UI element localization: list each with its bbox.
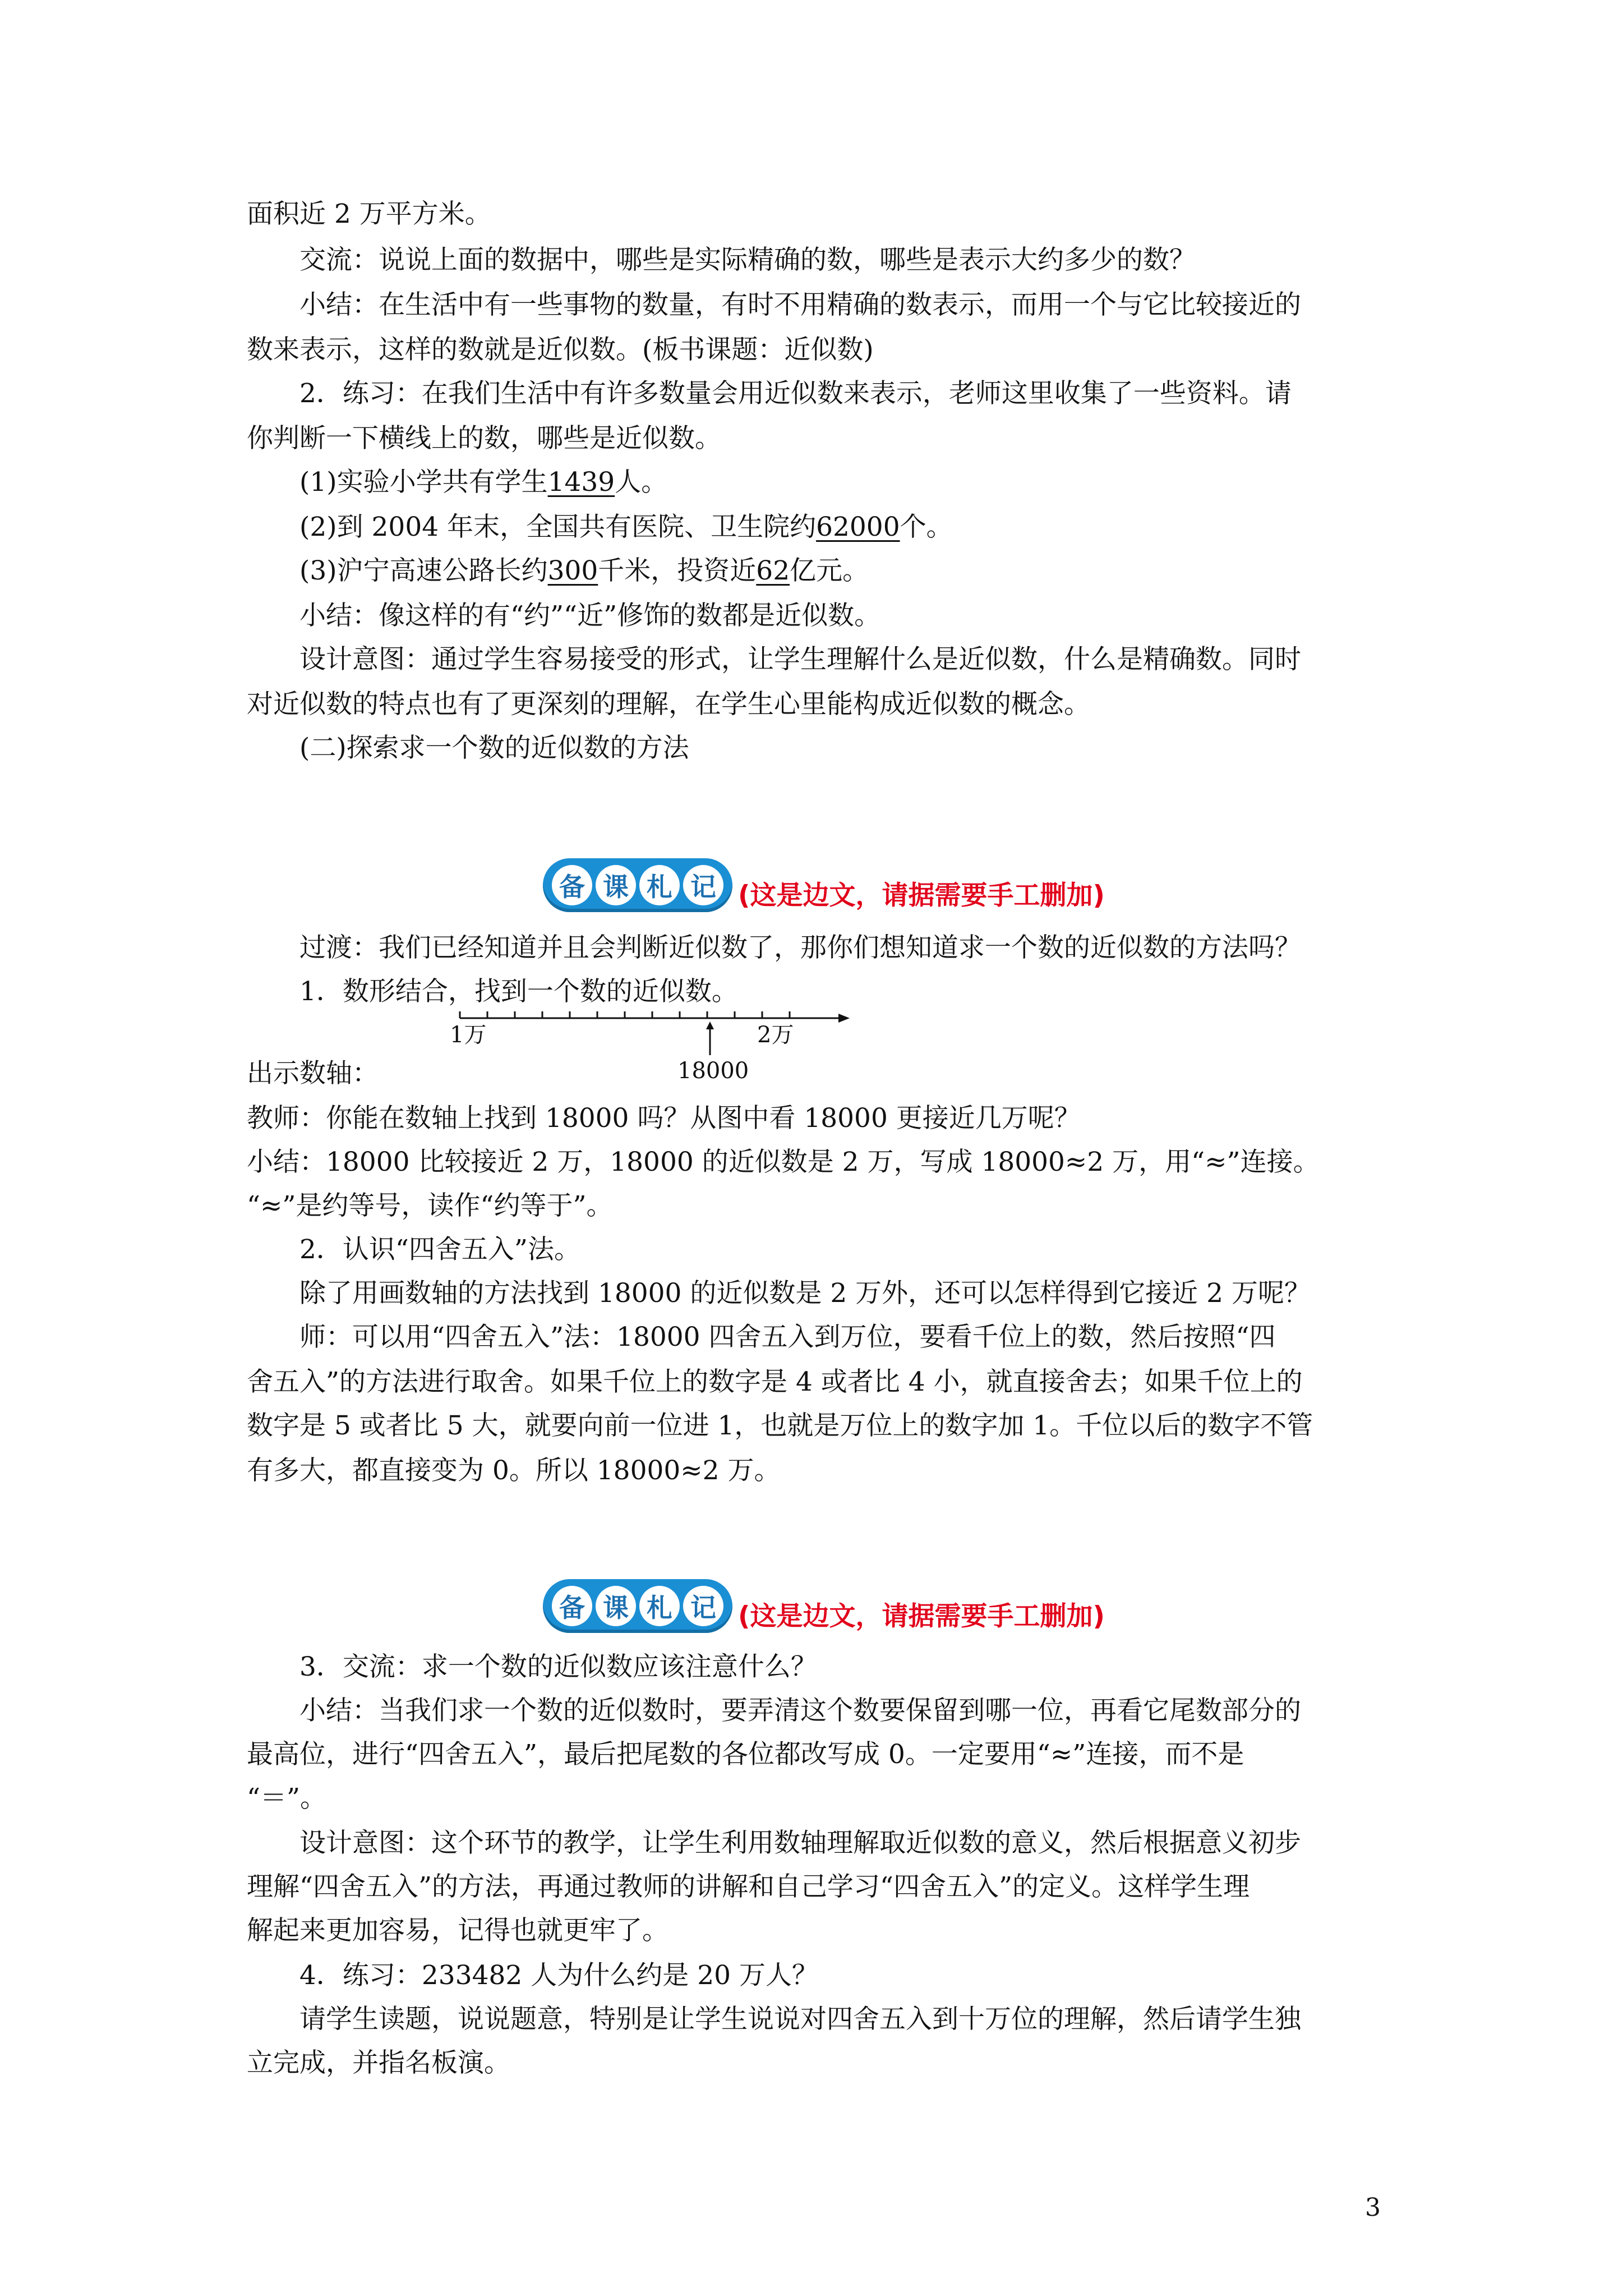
banner-badge xyxy=(543,1579,732,1633)
text-line: 舍五入”的方法进行取舍。如果千位上的数字是 4 或者比 4 小，就直接舍去；如果千位上的 xyxy=(247,1366,1303,1397)
text-line: 最高位，进行“四舍五入”，最后把尾数的各位都改写成 0。一定要用“≈”连接，而不是 xyxy=(247,1739,1244,1770)
margin-note-banner xyxy=(543,1579,1105,1633)
banner-char: 课 xyxy=(596,865,636,905)
arrow-up-icon xyxy=(702,1020,718,1056)
banner-char: 备 xyxy=(552,865,592,905)
item-text: (2)到 2004 年末，全国共有医院、卫生院约 xyxy=(299,512,817,542)
text-line: “＝”。 xyxy=(247,1783,327,1814)
underlined-number: 300 xyxy=(547,555,598,586)
underlined-number: 62000 xyxy=(816,512,900,542)
item-text: (1)实验小学共有学生 xyxy=(299,467,548,498)
underlined-number: 1439 xyxy=(547,467,615,498)
banner-char: 备 xyxy=(552,1586,592,1626)
text-line: 数来表示，这样的数就是近似数。(板书课题：近似数) xyxy=(247,334,874,365)
text-line: 设计意图：这个环节的教学，让学生利用数轴理解取近似数的意义，然后根据意义初步 xyxy=(299,1828,1301,1858)
text-line: 你判断一下横线上的数，哪些是近似数。 xyxy=(247,423,721,454)
underlined-number: 62 xyxy=(756,555,790,586)
text-line: 师：可以用“四舍五入”法：18000 四舍五入到万位，要看千位上的数，然后按照“四 xyxy=(299,1322,1276,1352)
item-text: (3)沪宁高速公路长约 xyxy=(299,555,548,586)
margin-note-banner xyxy=(543,858,1105,912)
banner-note: (这是边文，请据需要手工删加) xyxy=(738,1600,1105,1632)
axis-marker-label: 18000 xyxy=(677,1058,749,1084)
list-item xyxy=(299,466,1449,499)
item-text: 人。 xyxy=(615,467,668,498)
banner-char: 札 xyxy=(639,1586,680,1626)
text-line: 过渡：我们已经知道并且会判断近似数了，那你们想知道求一个数的近似数的方法吗？ xyxy=(299,932,1301,963)
text-line: 教师：你能在数轴上找到 18000 吗？从图中看 18000 更接近几万呢？ xyxy=(247,1103,1081,1134)
text-line: 解起来更加容易，记得也就更牢了。 xyxy=(247,1915,668,1946)
text-line: 有多大，都直接变为 0。所以 18000≈2 万。 xyxy=(247,1455,781,1486)
banner-char: 记 xyxy=(683,1586,723,1626)
text-line: 小结：在生活中有一些事物的数量，有时不用精确的数表示，而用一个与它比较接近的 xyxy=(299,289,1301,320)
text-line: 除了用画数轴的方法找到 18000 的近似数是 2 万外，还可以怎样得到它接近 2 万呢？ xyxy=(299,1278,1311,1309)
banner-note: (这是边文，请据需要手工删加) xyxy=(738,880,1105,911)
text-line: 小结：18000 比较接近 2 万，18000 的近似数是 2 万，写成 18000≈2 万，用“≈”连接。 xyxy=(247,1147,1320,1177)
number-line-graphic xyxy=(454,1007,858,1041)
text-line: 小结：像这样的有“约”“近”修饰的数都是近似数。 xyxy=(299,600,881,631)
text-line: 理解“四舍五入”的方法，再通过教师的讲解和自己学习“四舍五入”的定义。这样学生理 xyxy=(247,1871,1250,1902)
item-text: 个。 xyxy=(900,512,953,542)
text-line: 4．练习：233482 人为什么约是 20 万人？ xyxy=(299,1960,818,1991)
text-line: 3．交流：求一个数的近似数应该注意什么？ xyxy=(299,1651,817,1682)
text-line: 2．练习：在我们生活中有许多数量会用近似数来表示，老师这里收集了一些资料。请 xyxy=(299,378,1292,409)
text-line: 立完成，并指名板演。 xyxy=(247,2047,510,2078)
banner-char: 札 xyxy=(639,865,680,905)
text-line: 小结：当我们求一个数的近似数时，要弄清这个数要保留到哪一位，再看它尾数部分的 xyxy=(299,1695,1301,1726)
text-line: 2．认识“四舍五入”法。 xyxy=(299,1234,580,1265)
text-line: 交流：说说上面的数据中，哪些是实际精确的数，哪些是表示大约多少的数？ xyxy=(299,245,1196,275)
item-text: 亿元。 xyxy=(790,555,869,586)
list-item xyxy=(299,510,1449,544)
text-line: 请学生读题，说说题意，特别是让学生说说对四舍五入到十万位的理解，然后请学生独 xyxy=(299,2004,1301,2035)
axis-caption: 出示数轴： xyxy=(247,1058,379,1089)
banner-char: 记 xyxy=(683,865,723,905)
text-line: 面积近 2 万平方米。 xyxy=(247,199,491,229)
text-line: 设计意图：通过学生容易接受的形式，让学生理解什么是近似数，什么是精确数。同时 xyxy=(299,644,1301,675)
text-line: 1．数形结合，找到一个数的近似数。 xyxy=(299,976,738,1007)
text-line: 数字是 5 或者比 5 大，就要向前一位进 1，也就是万位上的数字加 1。千位以后的数字不管 xyxy=(247,1410,1313,1441)
text-line: 对近似数的特点也有了更深刻的理解，在学生心里能构成近似数的概念。 xyxy=(247,689,1090,720)
text-line: “≈”是约等号，读作“约等于”。 xyxy=(247,1190,613,1221)
section-heading: (二)探索求一个数的近似数的方法 xyxy=(299,733,689,763)
page-number: 3 xyxy=(1365,2193,1381,2222)
axis-label-left: 1万 xyxy=(450,1022,487,1048)
banner-badge xyxy=(543,858,732,912)
axis-label-right: 2万 xyxy=(757,1022,794,1048)
banner-char: 课 xyxy=(596,1586,636,1626)
item-text: 千米，投资近 xyxy=(598,555,757,586)
list-item xyxy=(299,554,1449,588)
